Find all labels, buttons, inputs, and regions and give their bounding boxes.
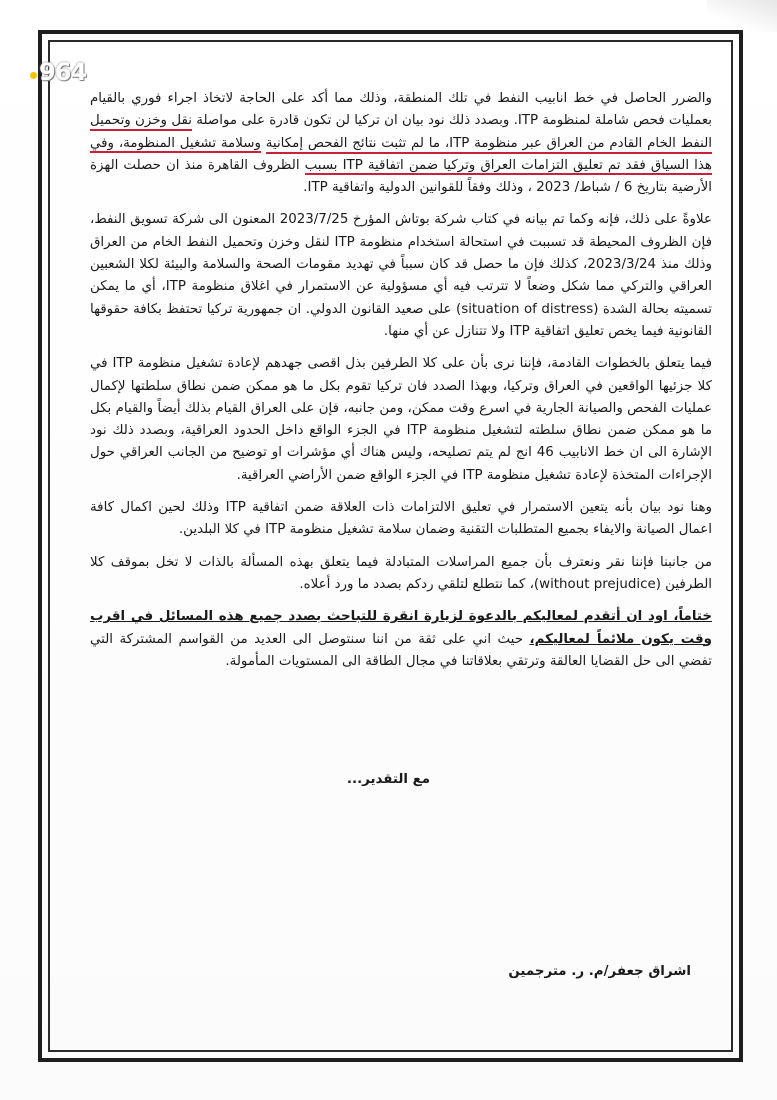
- watermark-logo: [30, 58, 86, 86]
- closing-invitation: ختاماً، اود ان أتقدم لمعاليكم بالدعوة لزيارة انقرة للتباحث بصدد جميع هذه المسائل في اقرب وقت يكون ملائماً لمعاليكم،: [90, 609, 713, 647]
- paragraph-6: [90, 606, 712, 673]
- closing-regards: مع التقدير...: [346, 772, 431, 787]
- paragraph-1-start: والضرر الحاصل في خط انابيب النفط في تلك المنطقة، وذلك مما أكد على الحاجة لاتخاذ اجراء فوري بالقيام بعمليات فحص شاملة لمنظومة ITP. وبصدد ذلك نود بيان ان تركيا لن تكون قادرة على مواصلة: [90, 91, 713, 129]
- page-fold-corner: [707, 0, 777, 32]
- highlighted-line-2: وسلامة تشغيل المنظومة، وفي هذا السياق فقد تم تعليق التزامات العراق وتركيا ضمن اتفاقية ITP بسبب: [90, 135, 712, 173]
- letter-body: [90, 88, 712, 681]
- paragraph-3: فيما يتعلق بالخطوات القادمة، فإننا نرى بأن على كلا الطرفين بذل اقصى جهدهم لإعادة تشغيل منظومة ITP في كلا جزئيها الواقعين في العراق وتركيا، وبهذا الصدد فان تركيا تقوم بكل ما هو ممكن ضمن نطاق سلطتها لإكمال عمليات الفحص والصيانة الجارية في اسرع وقت ممكن، ومن جانبه، فإن على العراق القيام بذلك أيضاً والقيام بكل ما هو ممكن ضمن نطاق سلطته لتشغيل منظومة ITP في الجزء الواقع داخل الحدود العراقية، وبصدد ذلك نود الإشارة الى ان خط الانابيب 46 انج لم يتم تصليحه، وليس هناك أي مؤشرات او توضيح من الجانب العراقي حول الإجراءات المتخذة لإعادة تشغيل منظومة ITP في الجزء الواقع ضمن الأراضي العراقية.: [90, 356, 713, 483]
- paragraph-2: علاوةً على ذلك، فإنه وكما تم بيانه في كتاب شركة بوتاش المؤرخ 2023/7/25 المعنون الى شركة تسويق النفط، فإن الظروف المحيطة قد تسببت في استحالة استخدام منظومة ITP لنقل وخزن وتحميل النفط الخام من العراق وذلك منذ 2023/3/24، كذلك فإن ما حصل قد كان سبباً في تهديد مقومات الصحة والسلامة والبيئة لكلا الشعبين العراقي والتركي مما شكل وضعاً لا تترتب فيه أي مسؤولية عن الاستمرار في اغلاق منظومة ITP، أي ما يمكن تسميته بحالة الشدة (situation of distress) على صعيد القانون الدولي. ان جمهورية تركيا تحتفظ بكافة حقوقها القانونية فيما يخص تعليق اتفاقية ITP ولا تتنازل عن أي منها.: [90, 212, 712, 339]
- signature-line: اشراق جعفر/م. ر. مترجمين: [508, 964, 691, 979]
- logo-text: 964: [39, 58, 87, 86]
- paragraph-1-end: الظروف القاهرة منذ ان حصلت الهزة الأرضية بتاريخ 6 / شباط/ 2023 ، وذلك وفقاً للقوانين الدولية واتفاقية ITP.: [90, 157, 712, 196]
- logo-dot-icon: [30, 72, 37, 79]
- paragraph-1: [90, 88, 712, 199]
- paragraph-5: من جانبنا فإننا نقر ونعترف بأن جميع المراسلات المتبادلة فيما يتعلق بهذه المسألة بالذات لا تخل بموقف كلا الطرفين (without prejudice)، كما نتطلع لتلقي ردكم بصدد ما ورد أعلاه.: [90, 554, 712, 592]
- paragraph-6-rest: حيث اني على ثقة من اننا سنتوصل الى العديد من القواسم المشتركة التي تفضي الى حل القضايا العالقة وترتقي بعلاقاتنا في مجال الطاقة الى المستويات المأمولة.: [90, 631, 712, 669]
- paragraph-4: وهنا نود بيان بأنه يتعين الاستمرار في تعليق الالتزامات ذات العلاقة ضمن اتفاقية ITP وذلك لحين اكمال كافة اعمال الصيانة والايفاء بجميع المتطلبات التقنية وضمان سلامة تشغيل منظومة ITP في كلا البلدين.: [90, 500, 712, 538]
- highlighted-line-1: نقل وخزن وتحميل النفط الخام القادم من العراق عبر منظومة ITP، ما لم تثبت نتائج الفحص إمكانية: [90, 113, 712, 153]
